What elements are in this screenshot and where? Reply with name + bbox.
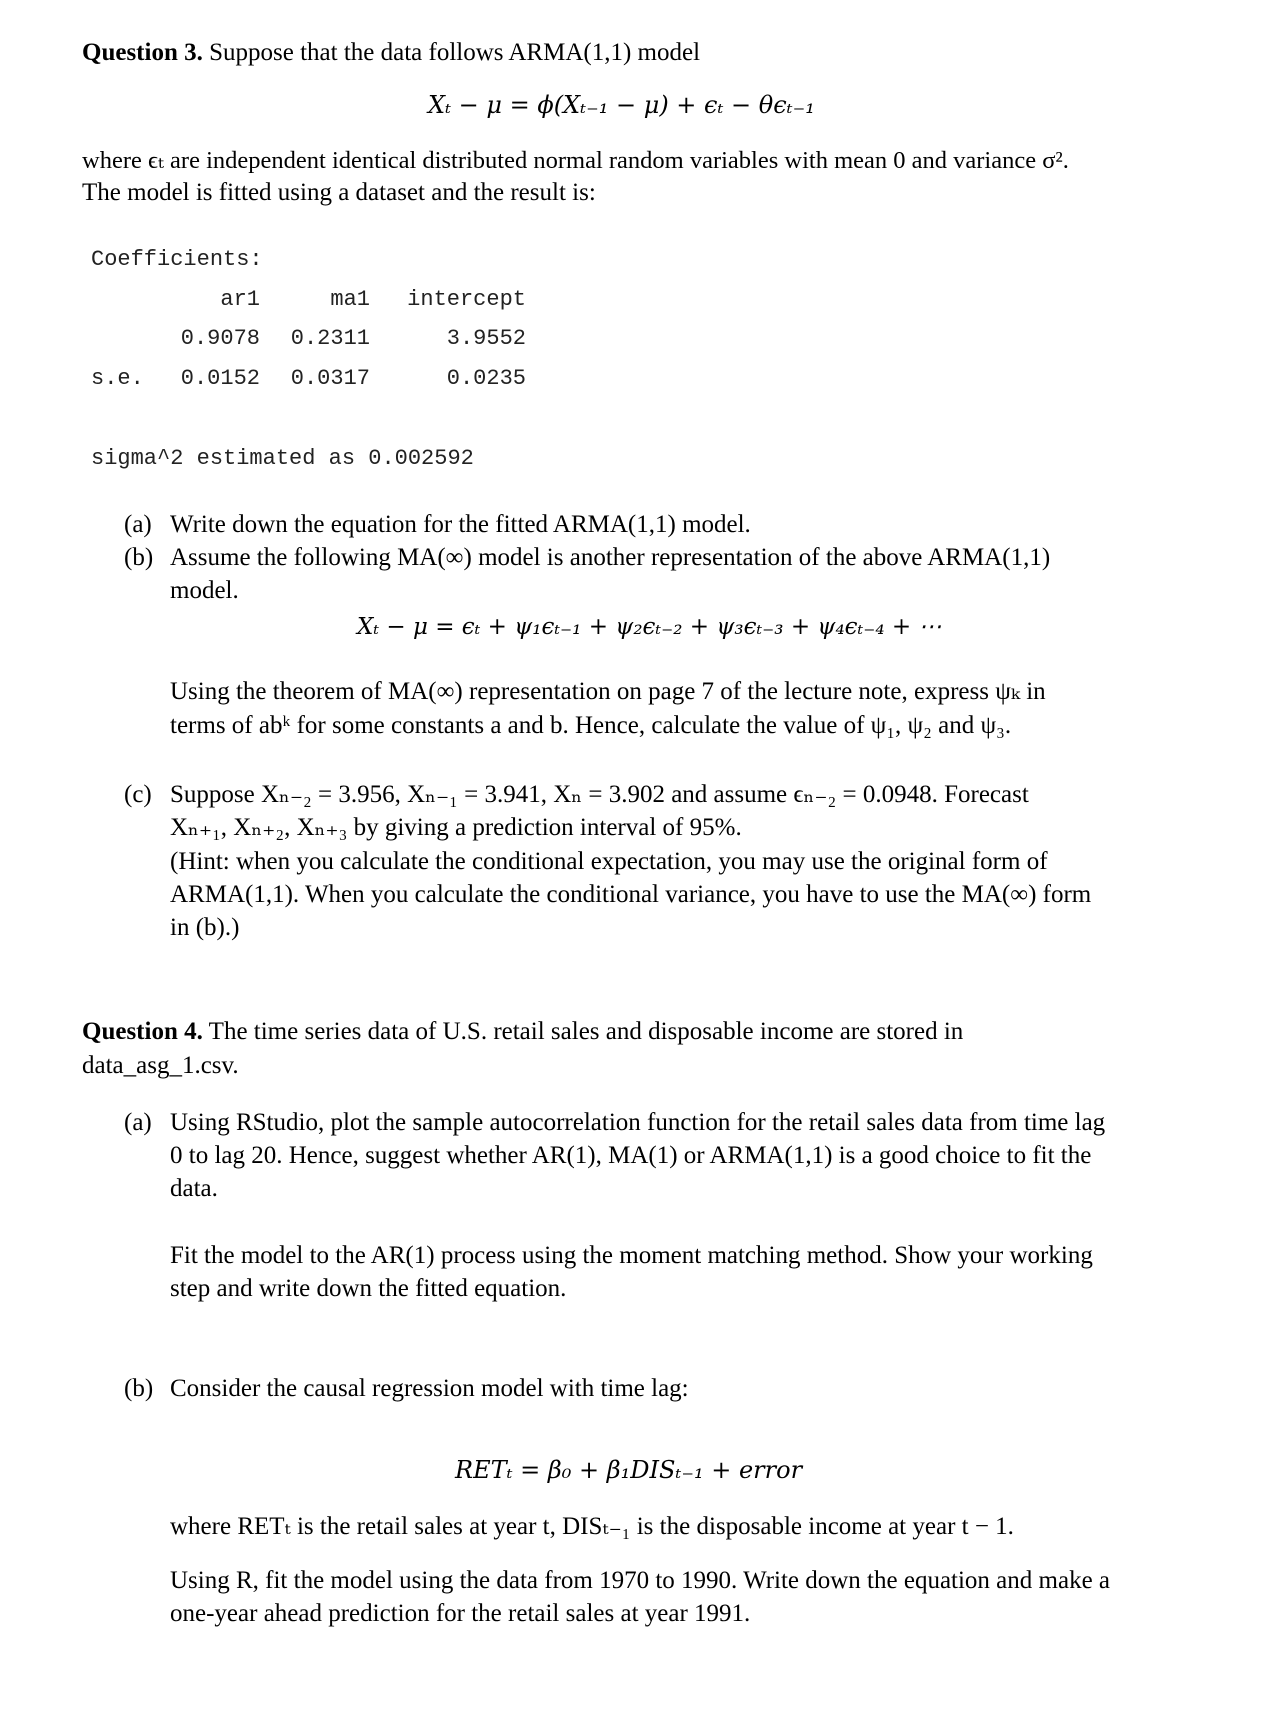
estimate-ar1: 0.9078 (180, 326, 260, 351)
coefficients-header: Coefficients: (91, 247, 263, 272)
ma-infinity-equation: Xₜ − μ = ϵₜ + ψ₁ϵₜ₋₁ + ψ₂ϵₜ₋₂ + ψ₃ϵₜ₋₃ + ψ₄ϵₜ₋₄ + ⋯ (357, 614, 942, 640)
q3-part-b-label: (b) (124, 544, 154, 571)
se-row-label: s.e. (91, 366, 144, 391)
estimate-ma1: 0.2311 (290, 326, 370, 351)
estimate-intercept: 3.9552 (446, 326, 526, 351)
question-3-heading: Question 3. (82, 39, 203, 66)
question-3-intro-text: Suppose that the data follows ARMA(1,1) model (209, 39, 701, 66)
se-ar1: 0.0152 (180, 366, 260, 391)
se-ma1: 0.0317 (290, 366, 370, 391)
question-4-heading: Question 4. (82, 1018, 203, 1045)
q4-part-a-line4: Fit the model to the AR(1) process using the moment matching method. Show your working (170, 1242, 1093, 1269)
sigma-squared-line: sigma^2 estimated as 0.002592 (91, 446, 474, 471)
q3-part-c-line1: Suppose Xₙ₋₂ = 3.956, Xₙ₋₁ = 3.941, Xₙ = 3.902 and assume ϵₙ₋₂ = 0.0948. Forecast (170, 781, 1029, 808)
q4-part-a-line2: 0 to lag 20. Hence, suggest whether AR(1), MA(1) or ARMA(1,1) is a good choice to fit the (170, 1142, 1092, 1169)
question-3-where-line: where ϵₜ are independent identical distributed normal random variables with mean 0 and variance σ². (82, 147, 1069, 174)
col-header-ma1: ma1 (330, 287, 370, 312)
q3-part-a-label: (a) (124, 511, 152, 538)
q4-part-a-label: (a) (124, 1109, 152, 1136)
arma-model-equation: Xₜ − μ = ϕ(Xₜ₋₁ − μ) + ϵₜ − θϵₜ₋₁ (428, 91, 815, 119)
q4-part-b-where: where RETₜ is the retail sales at year t, DISₜ₋₁ is the disposable income at year t − 1. (170, 1513, 1014, 1540)
q4-part-b-text: Consider the causal regression model with time lag: (170, 1375, 689, 1402)
question-4-intro-line2: data_asg_1.csv. (82, 1052, 239, 1079)
q3-part-b-line2: model. (170, 577, 239, 604)
question-4-intro-text: The time series data of U.S. retail sales and disposable income are stored in (208, 1018, 964, 1045)
q4-part-a-line3: data. (170, 1175, 218, 1202)
q4-part-b-label: (b) (124, 1375, 154, 1402)
col-header-intercept: intercept (407, 287, 526, 312)
q4-part-b-line2: one-year ahead prediction for the retail sales at year 1991. (170, 1600, 751, 1627)
se-intercept: 0.0235 (446, 366, 526, 391)
regression-equation: RETₜ = β₀ + β₁DISₜ₋₁ + error (455, 1456, 803, 1484)
q3-part-c-line2: Xₙ₊₁, Xₙ₊₂, Xₙ₊₃ by giving a prediction interval of 95%. (170, 814, 742, 841)
q3-part-b-line4: terms of abᵏ for some constants a and b. Hence, calculate the value of ψ₁, ψ₂ and ψ₃. (170, 712, 1012, 739)
q3-part-b-line1: Assume the following MA(∞) model is another representation of the above ARMA(1,1) (170, 544, 1051, 571)
col-header-ar1: ar1 (220, 287, 260, 312)
q3-part-c-line5: in (b).) (170, 914, 240, 941)
question-4-intro (82, 1017, 963, 1047)
q4-part-b-line1: Using R, fit the model using the data from 1970 to 1990. Write down the equation and make a (170, 1567, 1111, 1594)
q4-part-a-line5: step and write down the fitted equation. (170, 1275, 567, 1302)
q3-part-b-line3: Using the theorem of MA(∞) representation on page 7 of the lecture note, express ψₖ in (170, 678, 1046, 705)
question-3-fitted-line: The model is fitted using a dataset and the result is: (82, 179, 596, 206)
q4-part-a-line1: Using RStudio, plot the sample autocorrelation function for the retail sales data from time lag (170, 1109, 1106, 1136)
q3-part-a-text: Write down the equation for the fitted ARMA(1,1) model. (170, 511, 751, 538)
q3-part-c-line4: ARMA(1,1). When you calculate the conditional variance, you have to use the MA(∞) form (170, 881, 1092, 908)
question-3-intro (82, 38, 700, 68)
q3-part-c-line3: (Hint: when you calculate the conditional expectation, you may use the original form of (170, 848, 1048, 875)
q3-part-c-label: (c) (124, 781, 152, 808)
